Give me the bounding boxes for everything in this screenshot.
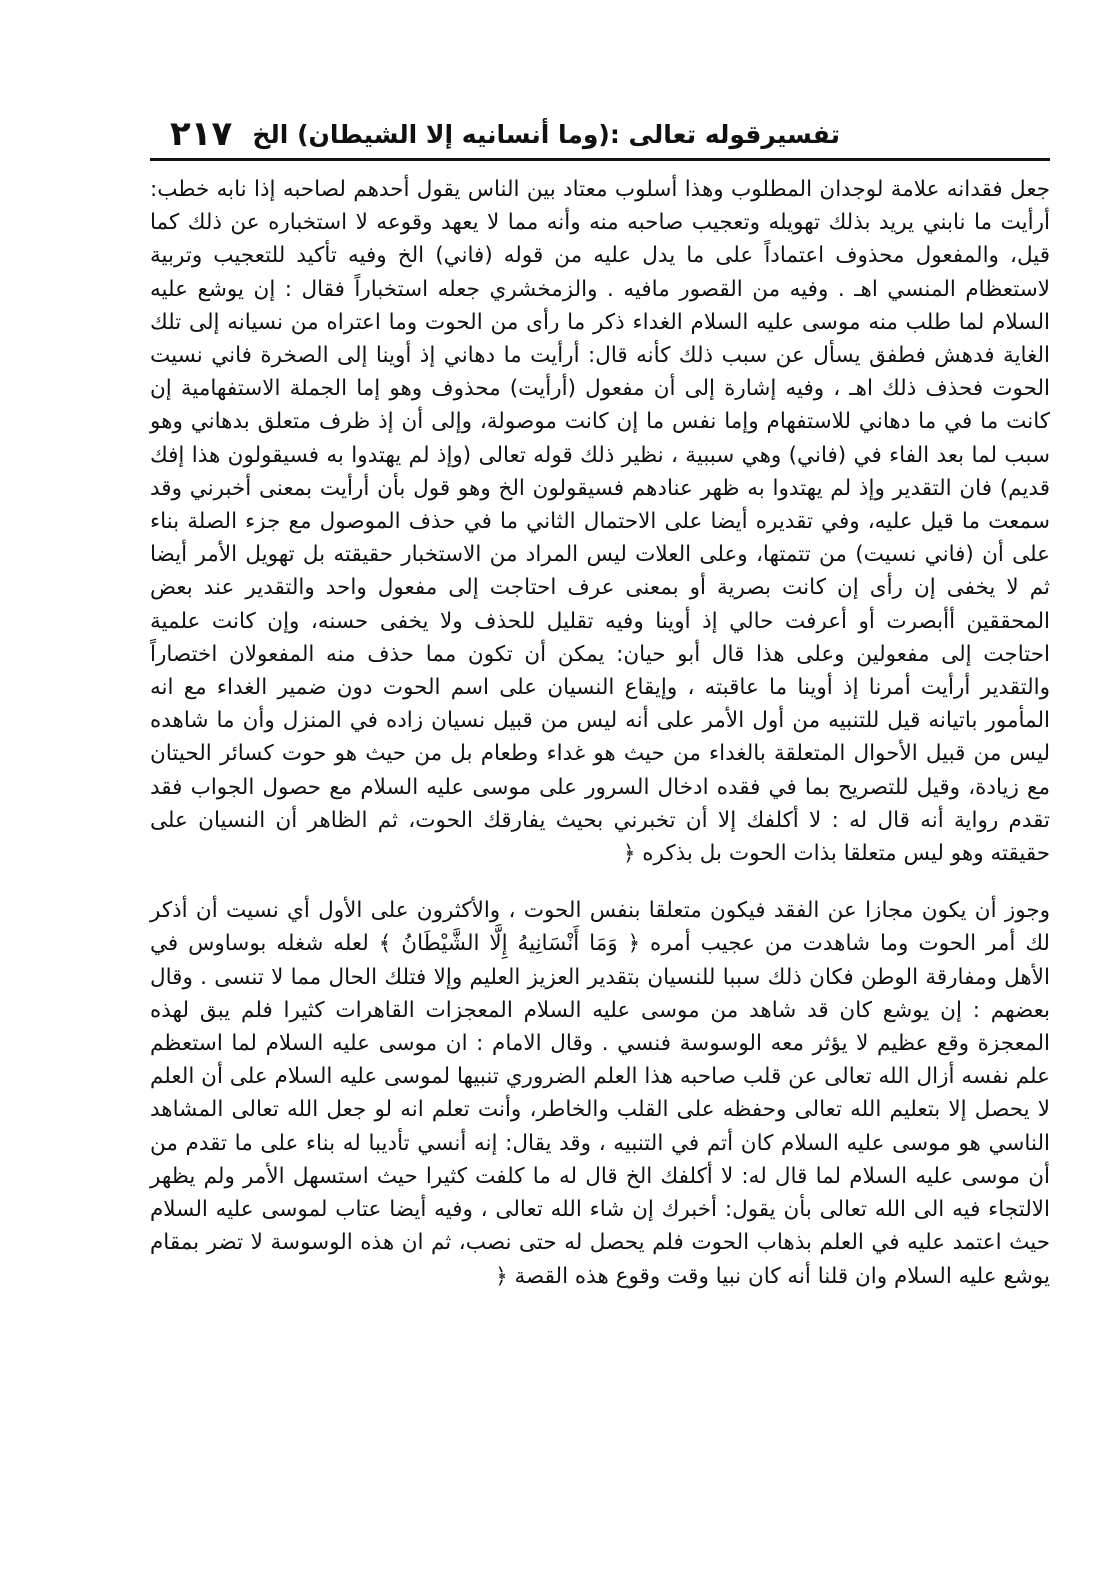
page-header <box>150 108 1050 161</box>
body-paragraph: جعل فقدانه علامة لوجدان المطلوب وهذا أسلوب معتاد بين الناس يقول أحدهم لصاحبه إذا نابه خطب: أرأيت ما نابني يريد بذلك تهويله وتعجيب صاحبه منه وأنه مما لا يعهد وقوعه لا استخباره عن ذلك كما قيل، والمفعول محذوف اعتماداً على ما يدل عليه من قوله (فاني) الخ وفيه تأكيد للتعجيب وتربية لاستعظام المنسي اهـ . وفيه من القصور مافيه . والزمخشري جعله استخباراً فقال : إن يوشع عليه السلام لما طلب منه موسى عليه السلام الغداء ذكر ما رأى من الحوت وما اعتراه من نسيانه إلى تلك الغاية فدهش فطفق يسأل عن سبب ذلك كأنه قال: أرأيت ما دهاني إذ أوينا إلى الصخرة فاني نسيت الحوت فحذف ذلك اهـ ، وفيه إشارة إلى أن مفعول (أرأيت) محذوف وهو إما الجملة الاستفهامية إن كانت ما في ما دهاني للاستفهام وإما نفس ما إن كانت موصولة، وإلى أن إذ ظرف متعلق بدهاني وهو سبب لما بعد الفاء في (فاني) وهي سببية ، نظير ذلك قوله تعالى (وإذ لم يهتدوا به فسيقولون هذا إفك قديم) فان التقدير وإذ لم يهتدوا به ظهر عنادهم فسيقولون الخ وهو قول بأن أرأيت بمعنى أخبرني وقد سمعت ما قيل عليه، وفي تقديره أيضا على الاحتمال الثاني ما في حذف الموصول مع جزء الصلة بناء على أن (فاني نسيت) من تتمتها، وعلى العلات ليس المراد من الاستخبار حقيقته بل تهويل الأمر أيضا ثم لا يخفى إن رأى إن كانت بصرية أو بمعنى عرف احتاجت إلى مفعول واحد والتقدير عند بعض المحققين أأبصرت أو أعرفت حالي إذ أوينا وفيه تقليل للحذف ولا يخفى حسنه، وإن كانت علمية احتاجت إلى مفعولين وعلى هذا قال أبو حيان: يمكن أن تكون مما حذف منه المفعولان اختصاراً والتقدير أرأيت أمرنا إذ أوينا ما عاقبته ، وإيقاع النسيان على اسم الحوت دون ضمير الغداء مع انه المأمور باتيانه قيل للتنبيه من أول الأمر على أنه ليس من قبيل نسيان زاده في المنزل وأن ما شاهده ليس من قبيل الأحوال المتعلقة بالغداء من حيث هو غداء وطعام بل من حيث هو حوت كسائر الحيتان مع زيادة، وقيل للتصريح بما في فقده ادخال السرور على موسى عليه السلام مع حصول الجواب فقد تقدم رواية أنه قال له : لا أكلفك إلا أن تخبرني بحيث يفارقك الحوت، ثم الظاهر أن النسيان على حقيقته وهو ليس متعلقا بذات الحوت بل بذكره ﴿ <box>150 177 1050 867</box>
page-number: ٢١٧ <box>170 114 233 154</box>
body-paragraph: وجوز أن يكون مجازا عن الفقد فيكون متعلقا بنفس الحوت ، والأكثرون على الأول أي نسيت أن أذكر لك أمر الحوت وما شاهدت من عجيب أمره ﴿ وَمَا أَنْسَانِيهُ إِلَّا الشَّيْطَانُ ﴾ لعله شغله بوساوس في الأهل ومفارقة الوطن فكان ذلك سببا للنسيان بتقدير العزيز العليم وإلا فتلك الحال مما لا تنسى . وقال بعضهم : إن يوشع كان قد شاهد من موسى عليه السلام المعجزات القاهرات كثيرا فلم يبق لهذه المعجزة وقع عظيم لا يؤثر معه الوسوسة فنسي . وقال الامام : ان موسى عليه السلام لما استعظم علم نفسه أزال الله تعالى عن قلب صاحبه هذا العلم الضروري تنبيها لموسى عليه السلام على أن العلم لا يحصل إلا بتعليم الله تعالى وحفظه على القلب والخاطر، وأنت تعلم انه لو جعل الله تعالى المشاهد الناسي هو موسى عليه السلام كان أتم في التنبيه ، وقد يقال: إنه أنسي تأديبا له بناء على ما تقدم من أن موسى عليه السلام لما قال له: لا أكلفك الخ قال له ما كلفت كثيرا حيث استسهل الأمر ولم يظهر الالتجاء فيه الى الله تعالى بأن يقول: أخبرك إن شاء الله تعالى ، وفيه أيضا عتاب لموسى عليه السلام حيث اعتمد عليه في العلم بذهاب الحوت فلم يحصل له حتى نصب، ثم ان هذه الوسوسة لا تضر بمقام يوشع عليه السلام وان قلنا أنه كان نبيا وقت وقوع هذه القصة ﴿ <box>150 898 1050 1289</box>
book-page <box>150 108 1050 1508</box>
running-title: تفسيرقوله تعالى :(وما أنسانيه إلا الشيطان) الخ <box>252 120 840 149</box>
